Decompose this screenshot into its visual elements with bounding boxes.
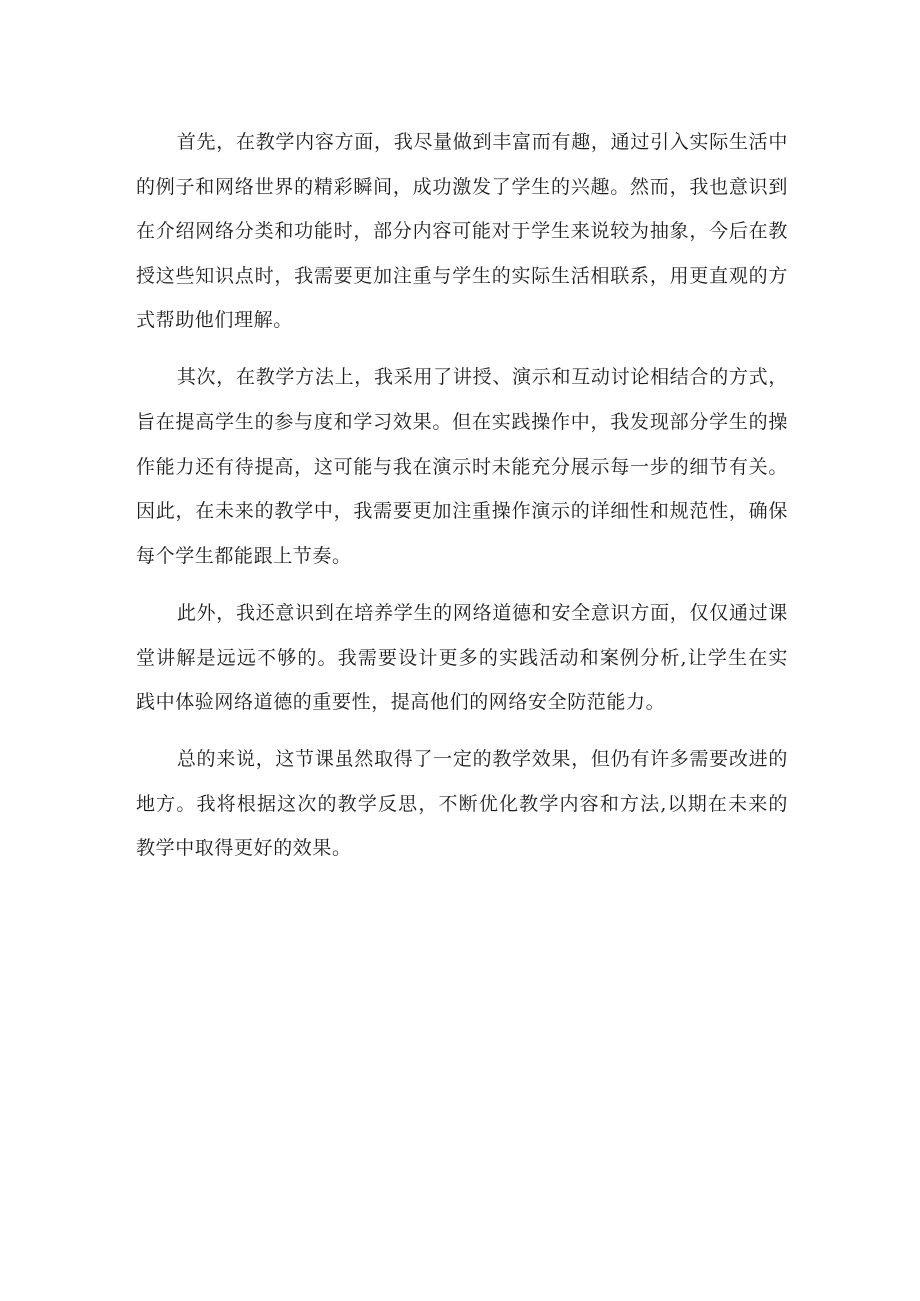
paragraph-teaching-method: 其次，在教学方法上，我采用了讲授、演示和互动讨论相结合的方式，旨在提高学生的参与度和学习效果。但在实践操作中，我发现部分学生的操作能力还有待提高，这可能与我在演示时未能充分展示每一步的细节有关。因此，在未来的教学中，我需要更加注重操作演示的详细性和规范性，确保每个学生都能跟上节奏。 <box>136 366 788 567</box>
paragraph-ethics-safety: 此外，我还意识到在培养学生的网络道德和安全意识方面，仅仅通过课堂讲解是远远不够的。我需要设计更多的实践活动和案例分析,让学生在实践中体验网络道德的重要性，提高他们的网络安全防范能力。 <box>136 601 788 714</box>
paragraph-teaching-content: 首先，在教学内容方面，我尽量做到丰富而有趣，通过引入实际生活中的例子和网络世界的精彩瞬间，成功激发了学生的兴趣。然而，我也意识到在介绍网络分类和功能时，部分内容可能对于学生来说较为抽象，今后在教授这些知识点时，我需要更加注重与学生的实际生活相联系，用更直观的方式帮助他们理解。 <box>136 131 788 332</box>
paragraph-summary: 总的来说，这节课虽然取得了一定的教学效果，但仍有许多需要改进的地方。我将根据这次的教学反思，不断优化教学内容和方法,以期在未来的教学中取得更好的效果。 <box>136 748 788 860</box>
document-body <box>136 120 788 884</box>
